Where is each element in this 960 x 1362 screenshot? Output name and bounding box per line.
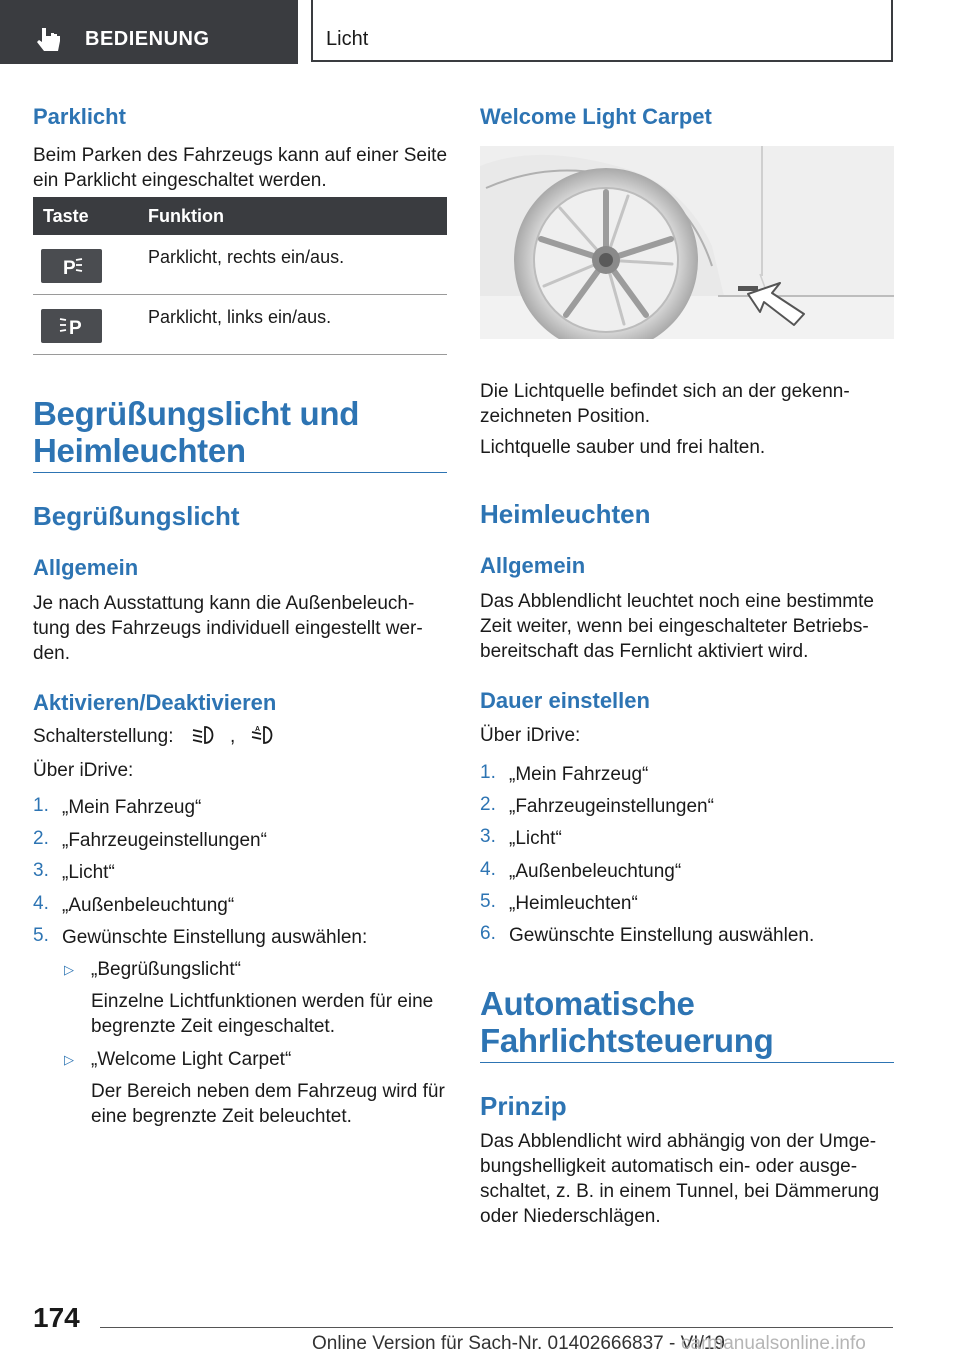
- step-text: „Mein Fahrzeug“: [62, 797, 202, 818]
- chapter-tab[interactable]: [0, 0, 298, 64]
- dauer-title: Dauer einstellen: [480, 688, 650, 713]
- allgemein-text: Je nach Ausstattung kann die Außenbeleuch-tung des Fahrzeugs individuell eingestellt wer-den.: [33, 593, 423, 664]
- step-number: 4.: [480, 859, 496, 880]
- allgemein-title: Allgemein: [33, 555, 139, 580]
- footer-divider: [100, 1327, 893, 1328]
- divider: [480, 1062, 894, 1063]
- car-wheel-image: [480, 146, 894, 339]
- step-number: 1.: [33, 795, 49, 816]
- table-header: [33, 197, 447, 235]
- parking-light-table: [33, 197, 447, 355]
- auto-title: [480, 985, 894, 1059]
- schalter-separator: ,: [230, 726, 236, 747]
- prinzip-title: Prinzip: [480, 1091, 567, 1121]
- step-number: 5.: [33, 925, 49, 946]
- image-caption: Die Lichtquelle befindet sich an der gekenn-zeichneten Position.: [480, 381, 850, 427]
- step-number: 6.: [480, 923, 496, 944]
- chapter-title-line2: Heimleuchten: [33, 432, 246, 469]
- step-text: „Außenbeleuchtung“: [509, 861, 682, 882]
- low-beam-icon: [189, 724, 219, 746]
- svg-text:P: P: [63, 258, 76, 279]
- step-number: 5.: [480, 891, 496, 912]
- step-text: „Heimleuchten“: [509, 893, 638, 914]
- triangle-bullet-icon: ▷: [64, 962, 74, 977]
- parking-light-right-icon: [41, 249, 102, 283]
- divider: [33, 472, 447, 473]
- col-key-header: Taste: [43, 206, 89, 226]
- option-desc: Einzelne Lichtfunktionen werden für eine: [91, 991, 434, 1012]
- svg-text:P: P: [69, 318, 82, 339]
- option-desc: Der Bereich neben dem Fahrzeug wird für: [91, 1081, 445, 1102]
- step-text: „Fahrzeugeinstellungen“: [509, 796, 714, 817]
- image-note: Lichtquelle sauber und frei halten.: [480, 437, 766, 458]
- parklicht-title: Parklicht: [33, 104, 126, 129]
- step-text: „Licht“: [62, 862, 115, 883]
- parking-light-left-icon: [41, 309, 102, 343]
- step-number: 4.: [33, 893, 49, 914]
- step-number: 3.: [480, 826, 496, 847]
- auto-title-line1: Automatische: [480, 985, 695, 1022]
- aktivieren-title: Aktivieren/Deaktivieren: [33, 690, 277, 715]
- heim-allgemein-text: Das Abblendlicht leuchtet noch eine bestimmte Zeit weiter, wenn bei eingeschalteter Betriebs-bereitschaft das Fernlicht aktiviert wird.: [480, 591, 874, 662]
- step-text: „Fahrzeugeinstellungen“: [62, 830, 267, 851]
- ueber-idrive-label: Über iDrive:: [33, 760, 134, 781]
- triangle-bullet-icon: ▷: [64, 1052, 74, 1067]
- step-text: „Außenbeleuchtung“: [62, 895, 235, 916]
- welcome-title: Welcome Light Carpet: [480, 104, 712, 129]
- option-desc: begrenzte Zeit eingeschaltet.: [91, 1016, 335, 1037]
- step-number: 1.: [480, 762, 496, 783]
- chapter-title-line1: Begrüßungslicht und: [33, 395, 360, 432]
- step-text: Gewünschte Einstellung auswählen:: [62, 927, 368, 948]
- step-text: „Licht“: [509, 828, 562, 849]
- auto-title-line2: Fahrlichtsteuerung: [480, 1022, 774, 1059]
- col-function-header: Funktion: [148, 206, 224, 226]
- schalter-line: [33, 724, 447, 749]
- table-row: [33, 235, 447, 295]
- section-label: Licht: [326, 28, 369, 50]
- ueber-idrive-label: Über iDrive:: [480, 725, 581, 746]
- step-text: „Mein Fahrzeug“: [509, 764, 649, 785]
- svg-text:A: A: [254, 726, 260, 733]
- chapter-label: BEDIENUNG: [85, 28, 210, 50]
- online-version-text: Online Version für Sach-Nr. 01402666837 - VI/19: [312, 1333, 725, 1354]
- watermark-text: carmanualsonline.info: [681, 1333, 866, 1354]
- chapter-title: [33, 395, 447, 469]
- schalter-label: Schalterstellung:: [33, 726, 174, 747]
- option-desc: eine begrenzte Zeit beleuchtet.: [91, 1106, 352, 1127]
- step-number: 2.: [33, 828, 49, 849]
- heim-allgemein-title: Allgemein: [480, 553, 586, 578]
- prinzip-text: Das Abblendlicht wird abhängig von der Umge-bungshelligkeit automatisch ein- oder ausge-schaltet, z. B. in einem Tunnel, bei Dämmerung oder Niederschlägen.: [480, 1131, 880, 1227]
- row-text: Parklicht, links ein/aus.: [148, 307, 332, 327]
- step-number: 2.: [480, 794, 496, 815]
- step-text: Gewünschte Einstellung auswählen.: [509, 925, 815, 946]
- section-header: [311, 0, 893, 62]
- step-number: 3.: [33, 860, 49, 881]
- option-title: „Begrüßungslicht“: [91, 959, 241, 980]
- option-title: „Welcome Light Carpet“: [91, 1049, 292, 1070]
- page-number: 174: [33, 1302, 80, 1333]
- row-text: Parklicht, rechts ein/aus.: [148, 247, 345, 267]
- heim-title: Heimleuchten: [480, 499, 651, 529]
- auto-light-icon: [247, 724, 277, 746]
- table-row: [33, 295, 447, 355]
- hand-pointer-icon: [36, 26, 66, 52]
- section-title: Begrüßungslicht: [33, 501, 240, 531]
- parklicht-text: Beim Parken des Fahrzeugs kann auf einer Seite ein Parklicht eingeschaltet werden.: [33, 145, 448, 191]
